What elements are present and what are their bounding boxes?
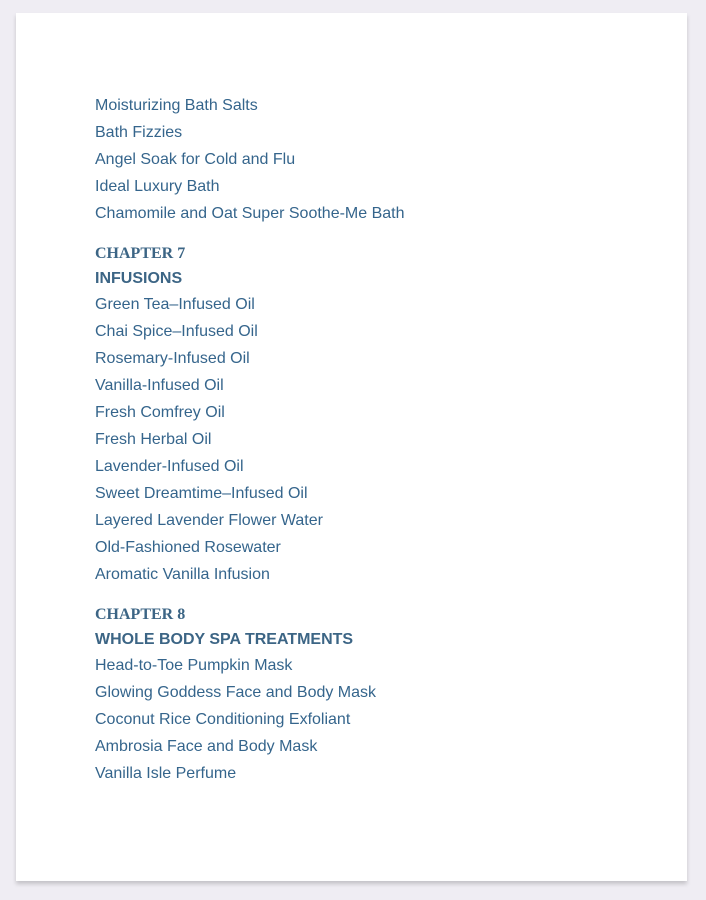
chapter-8-section xyxy=(95,603,647,787)
document-page xyxy=(16,13,687,881)
toc-entry[interactable]: Old-Fashioned Rosewater xyxy=(95,539,281,556)
toc-entry[interactable]: Vanilla Isle Perfume xyxy=(95,765,237,782)
toc-entry[interactable]: Ideal Luxury Bath xyxy=(95,178,220,195)
toc-entry[interactable]: Green Tea–Infused Oil xyxy=(95,296,255,313)
toc-entry[interactable]: Vanilla-Infused Oil xyxy=(95,377,224,394)
toc-entry[interactable]: Chai Spice–Infused Oil xyxy=(95,323,258,340)
toc-entry[interactable]: Head-to-Toe Pumpkin Mask xyxy=(95,657,293,674)
toc-entry[interactable]: Layered Lavender Flower Water xyxy=(95,512,323,529)
toc-entry[interactable]: Sweet Dreamtime–Infused Oil xyxy=(95,485,308,502)
chapter-label: CHAPTER 8 xyxy=(95,606,186,623)
chapter-title[interactable]: WHOLE BODY SPA TREATMENTS xyxy=(95,631,354,648)
chapter-7-section xyxy=(95,242,647,588)
chapter-title[interactable]: INFUSIONS xyxy=(95,270,183,287)
toc-entry[interactable]: Ambrosia Face and Body Mask xyxy=(95,738,318,755)
toc-entry[interactable]: Fresh Comfrey Oil xyxy=(95,404,225,421)
toc-entry[interactable]: Rosemary-Infused Oil xyxy=(95,350,250,367)
toc-entry[interactable]: Angel Soak for Cold and Flu xyxy=(95,151,296,168)
chapter-label: CHAPTER 7 xyxy=(95,245,186,262)
toc-entry[interactable]: Glowing Goddess Face and Body Mask xyxy=(95,684,377,701)
toc-entry[interactable]: Aromatic Vanilla Infusion xyxy=(95,566,270,583)
toc-entry[interactable]: Fresh Herbal Oil xyxy=(95,431,212,448)
toc-entry[interactable]: Moisturizing Bath Salts xyxy=(95,97,258,114)
toc-entry[interactable]: Bath Fizzies xyxy=(95,124,183,141)
toc-entry[interactable]: Lavender-Infused Oil xyxy=(95,458,244,475)
table-of-contents xyxy=(95,92,647,787)
toc-entry[interactable]: Chamomile and Oat Super Soothe-Me Bath xyxy=(95,205,405,222)
toc-entry[interactable]: Coconut Rice Conditioning Exfoliant xyxy=(95,711,351,728)
